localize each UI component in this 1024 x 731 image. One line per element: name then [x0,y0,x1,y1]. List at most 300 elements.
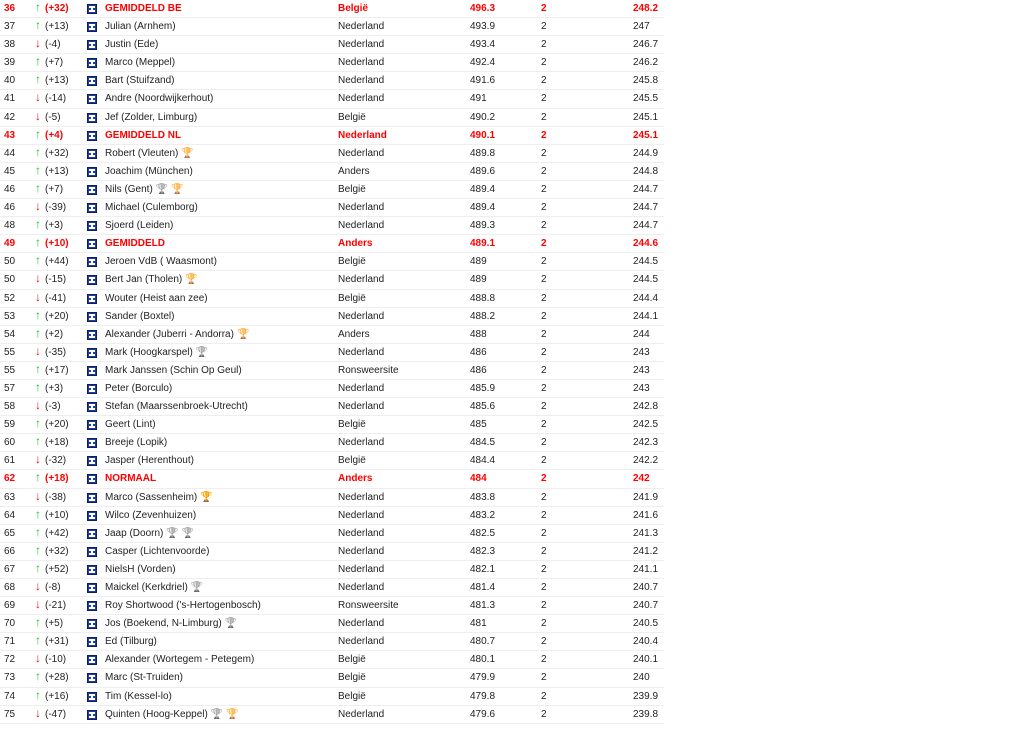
games-cell: 2 [541,93,547,105]
profile-icon[interactable] [87,239,97,249]
average-cell: 242.5 [633,419,659,431]
average-cell: 240.5 [633,618,659,630]
player-name-text[interactable]: GEMIDDELD BE [105,3,182,14]
bronze-trophy-icon: 🏆 [185,274,198,286]
profile-icon[interactable] [87,257,97,267]
games-cell: 2 [541,672,547,684]
table-row [0,36,664,54]
games-cell: 2 [541,563,547,575]
table-row [0,416,664,434]
rank-change: (+4) [45,129,64,141]
player-name[interactable] [105,455,194,467]
average-cell: 247 [633,21,650,33]
games-cell: 2 [541,310,547,322]
player-name-text[interactable]: GEMIDDELD [105,238,165,250]
rank-cell: 50 [4,256,16,268]
country-cell: Nederland [338,618,385,630]
rank-change: (+18) [45,437,69,449]
score-cell: 485.9 [470,382,496,394]
profile-icon[interactable] [87,149,97,159]
player-name[interactable] [105,57,175,69]
average-cell: 245.1 [633,111,659,123]
arrow-up-icon: ↑ [35,325,41,340]
player-name-text[interactable]: Jaap (Doorn) [105,527,164,539]
games-cell: 2 [541,238,547,250]
arrow-up-icon: ↑ [35,18,41,33]
player-name-text[interactable]: Wouter (Heist aan zee) [105,292,208,304]
player-name-text[interactable]: Bert Jan (Tholen) [105,274,183,286]
rank-change: (-14) [45,93,67,105]
games-cell: 2 [541,202,547,214]
player-name[interactable] [105,691,172,703]
rank-cell: 69 [4,600,16,612]
table-row [0,326,664,344]
table-row [0,109,664,127]
arrow-down-icon: ↓ [35,271,41,286]
player-name-text[interactable]: Julian (Arnhem) [105,21,176,33]
table-row [0,669,664,687]
profile-icon[interactable] [87,547,97,557]
arrow-down-icon: ↓ [35,651,41,666]
average-cell: 241.3 [633,527,659,539]
player-name[interactable] [105,166,193,178]
profile-icon[interactable] [87,312,97,322]
player-name-text[interactable]: Wilco (Zevenhuizen) [105,509,197,521]
player-name-text[interactable]: Roy Shortwood ('s-Hertogenbosch) [105,600,261,612]
country-cell: Nederland [338,708,385,720]
average-cell: 244.5 [633,256,659,268]
country-cell: België [338,256,366,268]
player-name[interactable] [105,311,174,323]
rank-change: (+10) [45,509,69,521]
player-name-text[interactable]: Joachim (München) [105,165,193,177]
player-name[interactable] [105,437,167,449]
games-cell: 2 [541,582,547,593]
rank-cell: 66 [4,545,16,557]
games-cell: 2 [541,39,547,51]
table-row [0,651,664,669]
country-cell: Nederland [338,93,385,105]
profile-icon[interactable] [87,366,97,376]
player-name-text[interactable]: Jef (Zolder, Limburg) [105,111,198,123]
table-row [0,362,664,380]
player-name-text[interactable]: Bart (Stuifzand) [105,75,175,87]
country-cell: Nederland [338,346,385,358]
player-name-text[interactable]: Peter (Borculo) [105,382,173,394]
score-cell: 492.4 [470,57,496,69]
player-name[interactable] [105,528,194,540]
player-name[interactable] [105,220,173,232]
player-name[interactable] [105,510,196,522]
arrow-up-icon: ↑ [35,524,41,539]
rank-cell: 44 [4,147,16,159]
profile-icon[interactable] [87,474,97,484]
player-name[interactable] [105,582,203,594]
arrow-down-icon: ↓ [35,597,41,612]
rank-cell: 59 [4,419,16,431]
table-row [0,489,664,507]
table-row [0,253,664,271]
rank-cell: 49 [4,238,16,250]
average-cell: 246.7 [633,39,659,51]
silver-trophy-icon: 🏆 [224,618,238,630]
rank-cell: 45 [4,165,16,177]
profile-icon[interactable] [87,113,97,123]
player-name[interactable] [105,600,261,612]
profile-icon[interactable] [87,330,97,340]
score-cell: 483.8 [470,491,496,503]
score-cell: 479.6 [470,708,496,720]
games-cell: 2 [541,527,547,539]
profile-icon[interactable] [87,692,97,702]
rank-cell: 53 [4,310,16,322]
games-cell: 2 [541,292,547,304]
profile-icon[interactable] [87,4,97,14]
profile-icon[interactable] [87,529,97,539]
rank-change: (+42) [45,527,69,539]
rank-cell: 52 [4,292,16,304]
rank-change: (+5) [45,618,64,630]
profile-icon[interactable] [87,583,97,593]
rank-change: (-38) [45,491,67,503]
table-row [0,127,664,145]
rank-change: (+16) [45,690,69,702]
silver-trophy-icon: 🏆 [155,183,169,195]
rank-change: (+3) [45,382,64,394]
rank-change: (+7) [45,57,64,69]
arrow-up-icon: ↑ [35,615,41,630]
score-cell: 484.5 [470,437,496,449]
silver-trophy-icon: 🏆 [166,527,179,539]
country-cell: België [338,111,366,123]
profile-icon[interactable] [87,565,97,575]
player-name[interactable] [105,401,248,413]
arrow-up-icon: ↑ [35,162,41,177]
country-cell: België [338,419,366,431]
player-name-text[interactable]: Quinten (Hoog-Keppel) [105,708,208,720]
player-name-text[interactable]: Maickel (Kerkdriel) [105,582,188,593]
profile-icon[interactable] [87,167,97,177]
player-name[interactable] [105,419,156,431]
arrow-up-icon: ↑ [35,235,41,250]
profile-icon[interactable] [87,131,97,141]
score-cell: 480.1 [470,654,496,666]
player-name-text[interactable]: Jos (Boekend, N-Limburg) [105,618,222,630]
profile-icon[interactable] [87,511,97,521]
player-name[interactable] [105,636,157,648]
rank-cell: 61 [4,455,16,467]
profile-icon[interactable] [87,22,97,32]
player-name-text[interactable]: NielsH (Vorden) [105,563,176,575]
player-name[interactable] [105,546,210,558]
rank-cell: 71 [4,636,16,648]
profile-icon[interactable] [87,76,97,86]
player-name-text[interactable]: Sjoerd (Leiden) [105,220,174,232]
arrow-down-icon: ↓ [35,398,41,413]
player-name-text[interactable]: Ed (Tilburg) [105,636,157,648]
arrow-up-icon: ↑ [35,72,41,87]
player-name[interactable] [105,274,198,286]
country-cell: Nederland [338,202,385,214]
rank-cell: 72 [4,654,16,666]
rank-change: (+10) [45,238,69,250]
bronze-trophy-icon: 🏆 [171,183,184,195]
player-name[interactable] [105,75,174,87]
player-name[interactable] [105,709,239,721]
average-cell: 244.4 [633,292,659,304]
player-name-text[interactable]: Mark (Hoogkarspel) [105,346,193,358]
silver-trophy-icon: 🏆 [195,346,209,358]
arrow-up-icon: ↑ [35,126,41,141]
table-row [0,0,664,18]
score-cell: 491.6 [470,75,496,87]
rank-change: (+3) [45,220,64,232]
arrow-up-icon: ↑ [35,379,41,394]
profile-icon[interactable] [87,275,97,285]
player-name[interactable] [105,618,237,630]
player-name[interactable] [105,654,254,666]
country-cell: Nederland [338,545,385,557]
profile-icon[interactable] [87,456,97,466]
profile-icon[interactable] [87,94,97,104]
score-cell: 489 [470,274,487,286]
profile-icon[interactable] [87,420,97,430]
player-name[interactable] [105,293,208,305]
player-name[interactable] [105,329,249,341]
player-name[interactable] [105,383,172,395]
arrow-up-icon: ↑ [35,416,41,431]
rank-change: (-47) [45,708,67,720]
average-cell: 240.7 [633,600,659,612]
player-name-text[interactable]: Marco (Sassenheim) [105,491,198,503]
player-name-text[interactable]: Jeroen VdB ( Waasmont) [105,256,217,268]
rank-change: (-4) [45,39,61,51]
profile-icon[interactable] [87,40,97,50]
country-cell: Nederland [338,437,385,449]
average-cell: 239.9 [633,690,659,702]
player-name-text[interactable]: Robert (Vleuten) [105,147,179,159]
rank-change: (-41) [45,292,67,304]
player-name[interactable] [105,39,158,51]
average-cell: 243 [633,364,650,376]
arrow-up-icon: ↑ [35,253,41,268]
country-cell: Nederland [338,129,387,141]
games-cell: 2 [541,382,547,394]
games-cell: 2 [541,220,547,232]
table-row [0,579,664,597]
rank-change: (+20) [45,419,69,431]
score-cell: 480.7 [470,636,496,648]
profile-icon[interactable] [87,601,97,611]
profile-icon[interactable] [87,384,97,394]
games-cell: 2 [541,690,547,702]
rank-change: (-15) [45,274,67,286]
games-cell: 2 [541,346,547,358]
profile-icon[interactable] [87,402,97,412]
profile-icon[interactable] [87,673,97,683]
games-cell: 2 [541,654,547,666]
table-row [0,290,664,308]
rank-cell: 40 [4,75,16,87]
country-cell: Nederland [338,274,385,286]
player-name-text[interactable]: NORMAAL [105,473,157,485]
score-cell: 489.4 [470,183,496,195]
rank-cell: 62 [4,473,16,485]
player-name[interactable] [105,672,183,684]
score-cell: 486 [470,364,487,376]
player-name[interactable] [105,473,156,485]
score-cell: 489.4 [470,202,496,214]
average-cell: 243 [633,346,650,358]
rank-cell: 68 [4,582,16,593]
arrow-up-icon: ↑ [35,542,41,557]
player-name-text[interactable]: Casper (Lichtenvoorde) [105,545,210,557]
average-cell: 244.5 [633,274,659,286]
player-name-text[interactable]: Andre (Noordwijkerhout) [105,93,214,105]
table-row [0,434,664,452]
country-cell: Anders [338,238,373,250]
profile-icon[interactable] [87,655,97,665]
rank-cell: 67 [4,563,16,575]
average-cell: 239.8 [633,708,659,720]
average-cell: 242.8 [633,401,659,413]
table-row [0,561,664,579]
country-cell: Nederland [338,310,385,322]
profile-icon[interactable] [87,619,97,629]
player-name-text[interactable]: Stefan (Maarssenbroek-Utrecht) [105,401,248,413]
player-name[interactable] [105,148,194,160]
table-row [0,217,664,235]
profile-icon[interactable] [87,185,97,195]
table-row [0,633,664,651]
player-name[interactable] [105,564,176,576]
player-name-text[interactable]: Tim (Kessel-lo) [105,690,172,702]
average-cell: 241.6 [633,509,659,521]
player-name-text[interactable]: Marco (Meppel) [105,57,176,69]
games-cell: 2 [541,509,547,521]
country-cell: Nederland [338,382,385,394]
rank-change: (+32) [45,3,69,14]
rank-cell: 41 [4,93,16,105]
player-name-text[interactable]: Breeje (Lopik) [105,437,168,449]
player-name-text[interactable]: Nils (Gent) [105,183,153,195]
country-cell: Nederland [338,509,385,521]
player-name[interactable] [105,93,213,105]
country-cell: Nederland [338,57,385,69]
profile-icon[interactable] [87,58,97,68]
player-name-text[interactable]: Michael (Culemborg) [105,202,198,214]
country-cell: Nederland [338,401,385,413]
player-name-text[interactable]: Geert (Lint) [105,419,156,431]
games-cell: 2 [541,419,547,431]
player-name[interactable] [105,130,181,142]
table-row [0,615,664,633]
score-cell: 489.8 [470,147,496,159]
table-row [0,145,664,163]
games-cell: 2 [541,545,547,557]
games-cell: 2 [541,57,547,69]
silver-trophy-icon: 🏆 [210,708,224,720]
table-row [0,507,664,525]
table-row [0,90,664,108]
rank-cell: 70 [4,618,16,630]
rank-change: (+44) [45,256,69,268]
player-name[interactable] [105,21,176,33]
player-name[interactable] [105,365,242,377]
player-name-text[interactable]: Mark Janssen (Schin Op Geul) [105,364,242,376]
profile-icon[interactable] [87,294,97,304]
player-name[interactable] [105,112,197,124]
rank-cell: 75 [4,708,16,720]
games-cell: 2 [541,21,547,33]
player-name[interactable] [105,3,182,15]
player-name[interactable] [105,184,184,196]
profile-icon[interactable] [87,203,97,213]
average-cell: 245.1 [633,129,659,141]
profile-icon[interactable] [87,348,97,358]
arrow-up-icon: ↑ [35,434,41,449]
country-cell: België [338,690,366,702]
player-name[interactable] [105,202,198,214]
table-row [0,271,664,289]
player-name-text[interactable]: Sander (Boxtel) [105,310,175,322]
player-name-text[interactable]: Alexander (Wortegem - Petegem) [105,654,255,666]
player-name-text[interactable]: GEMIDDELD NL [105,129,182,141]
rank-cell: 38 [4,39,16,51]
gold-trophy-icon: 🏆 [200,491,213,503]
country-cell: Nederland [338,75,385,87]
profile-icon[interactable] [87,710,97,720]
rank-change: (+13) [45,75,69,87]
profile-icon[interactable] [87,438,97,448]
table-row [0,380,664,398]
score-cell: 486 [470,346,487,358]
player-name-text[interactable]: Marc (St-Truiden) [105,672,183,684]
score-cell: 485 [470,419,487,431]
rank-cell: 43 [4,129,16,141]
average-cell: 244.7 [633,220,659,232]
profile-icon[interactable] [87,493,97,503]
rank-cell: 54 [4,328,16,340]
player-name-text[interactable]: Alexander (Juberri - Andorra) [105,328,234,340]
average-cell: 242 [633,473,650,485]
average-cell: 241.2 [633,545,659,557]
score-cell: 482.1 [470,563,496,575]
arrow-up-icon: ↑ [35,560,41,575]
table-row [0,54,664,72]
score-cell: 490.1 [470,129,496,141]
player-name[interactable] [105,347,208,359]
rank-cell: 73 [4,672,16,684]
player-name-text[interactable]: Jasper (Herenthout) [105,455,194,467]
player-name[interactable] [105,492,213,504]
rank-change: (+17) [45,364,69,376]
player-name[interactable] [105,256,217,268]
rank-change: (+2) [45,328,64,340]
player-name[interactable] [105,238,165,250]
country-cell: Anders [338,165,370,177]
profile-icon[interactable] [87,221,97,231]
arrow-up-icon: ↑ [35,361,41,376]
profile-icon[interactable] [87,637,97,647]
score-cell: 481.3 [470,600,496,612]
games-cell: 2 [541,3,547,14]
player-name-text[interactable]: Justin (Ede) [105,39,159,51]
games-cell: 2 [541,636,547,648]
average-cell: 244.1 [633,310,659,322]
average-cell: 246.2 [633,57,659,69]
rank-cell: 50 [4,274,16,286]
